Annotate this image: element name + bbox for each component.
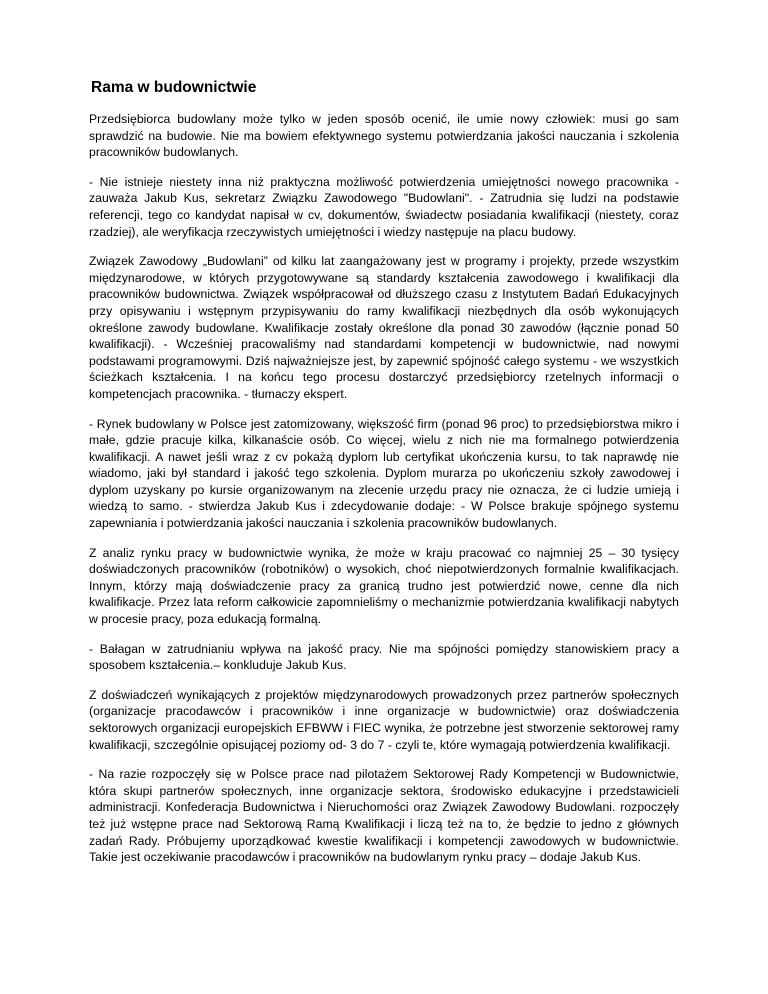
paragraph-3: Związek Zawodowy „Budowlani” od kilku lat zaangażowany jest w programy i projekty, przede wszystkim międzynarodowe, w których przygotowywane są standardy kształcenia zawodowego i kwalifikacji dla pracowników budownictwa. Związek współpracował od dłuższego czasu z Instytutem Badań Edukacyjnych przy opisywaniu i wstępnym przypisywaniu do ramy kwalifikacji niezbędnych dla osób wykonujących określone zawody budowlane. Kwalifikacje zostały określone dla ponad 30 zawodów (łącznie ponad 50 kwalifikacji). - Wcześniej pracowaliśmy nad standardami kompetencji w budownictwie, nad nowymi podstawami programowymi. Dziś najważniejsze jest, by zapewnić spójność całego systemu - we wszystkich ścieżkach kształcenia. I na końcu tego procesu dostarczyć przedsiębiorcy rzetelnych informacji o kompetencjach pracownika. - tłumaczy ekspert. bbox=[89, 254, 679, 401]
paragraph-7: Z doświadczeń wynikających z projektów międzynarodowych prowadzonych przez partnerów społecznych (organizacje pracodawców i pracowników i inne organizacje w budownictwie) oraz doświadczenia sektorowych organizacji europejskich EFBWW i FIEC wynika, że potrzebne jest stworzenie sektorowej ramy kwalifikacji, szczególnie opisującej poziomy od- 3 do 7 - czyli te, które wymagają potwierdzenia kwalifikacji. bbox=[89, 687, 679, 752]
document-title: Rama w budownictwie bbox=[91, 79, 257, 96]
paragraph-8: - Na razie rozpoczęły się w Polsce prace nad pilotażem Sektorowej Rady Kompetencji w Budownictwie, która skupi partnerów społecznych, inne organizacje sektora, środowisko edukacyjne i przedstawicieli administracji. Konfederacja Budownictwa i Nieruchomości oraz Związek Zawodowy Budowlani. rozpoczęły też już wstępne prace nad Sektorową Ramą Kwalifikacji i liczą też na to, że będzie to jedno z głównych zadań Rady. Próbujemy uporządkować kwestie kwalifikacji i kompetencji zawodowych w budownictwie. Takie jest oczekiwanie pracodawców i pracowników na budowlanym rynku pracy – dodaje Jakub Kus. bbox=[89, 767, 679, 865]
document-page bbox=[89, 78, 679, 879]
paragraph-5: Z analiz rynku pracy w budownictwie wynika, że może w kraju pracować co najmniej 25 – 30 tysięcy doświadczonych pracowników (robotników) o wysokich, choć niepotwierdzonych formalnie kwalifikacjach. Innym, którzy mają doświadczenie pracy za granicą trudno jest potwierdzić nowe, cenne dla nich kwalifikacje. Przez lata reform całkowicie zapomnieliśmy o mechanizmie potwierdzania kwalifikacji nabytych w procesie pracy, poza edukacją formalną. bbox=[89, 545, 679, 627]
paragraph-1: Przedsiębiorca budowlany może tylko w jeden sposób ocenić, ile umie nowy człowiek: musi go sam sprawdzić na budowie. Nie ma bowiem efektywnego systemu potwierdzania jakości nauczania i szkolenia pracowników budowlanych. bbox=[89, 112, 679, 160]
paragraph-2: - Nie istnieje niestety inna niż praktyczna możliwość potwierdzenia umiejętności nowego pracownika - zauważa Jakub Kus, sekretarz Związku Zawodowego "Budowlani". - Zatrudnia się ludzi na podstawie referencji, tego co kandydat napisał w cv, dokumentów, świadectw posiadania kwalifikacji (niestety, coraz rzadziej), ale weryfikacja rzeczywistych umiejętności i wiedzy następuje na placu budowy. bbox=[89, 174, 679, 239]
paragraph-4: - Rynek budowlany w Polsce jest zatomizowany, większość firm (ponad 96 proc) to przedsiębiorstwa mikro i małe, gdzie pracuje kilka, kilkanaście osób. Co więcej, wielu z nich nie ma formalnego potwierdzenia kwalifikacji. A nawet jeśli wraz z cv pokażą dyplom lub certyfikat ukończenia kursu, to tak naprawdę nie wiadomo, jaki był standard i jakość tego szkolenia. Dyplom murarza po ukończeniu szkoły zawodowej i dyplom uzyskany po kursie organizowanym na zlecenie urzędu pracy nie oznacza, że ci ludzie umieją i wiedzą to samo. - stwierdza Jakub Kus i zdecydowanie dodaje: - W Polsce brakuje spójnego systemu zapewniania i potwierdzania jakości nauczania i szkolenia pracowników budowlanych. bbox=[89, 416, 679, 531]
paragraph-6: - Bałagan w zatrudnianiu wpływa na jakość pracy. Nie ma spójności pomiędzy stanowiskiem pracy a sposobem kształcenia.– konkluduje Jakub Kus. bbox=[89, 641, 679, 673]
